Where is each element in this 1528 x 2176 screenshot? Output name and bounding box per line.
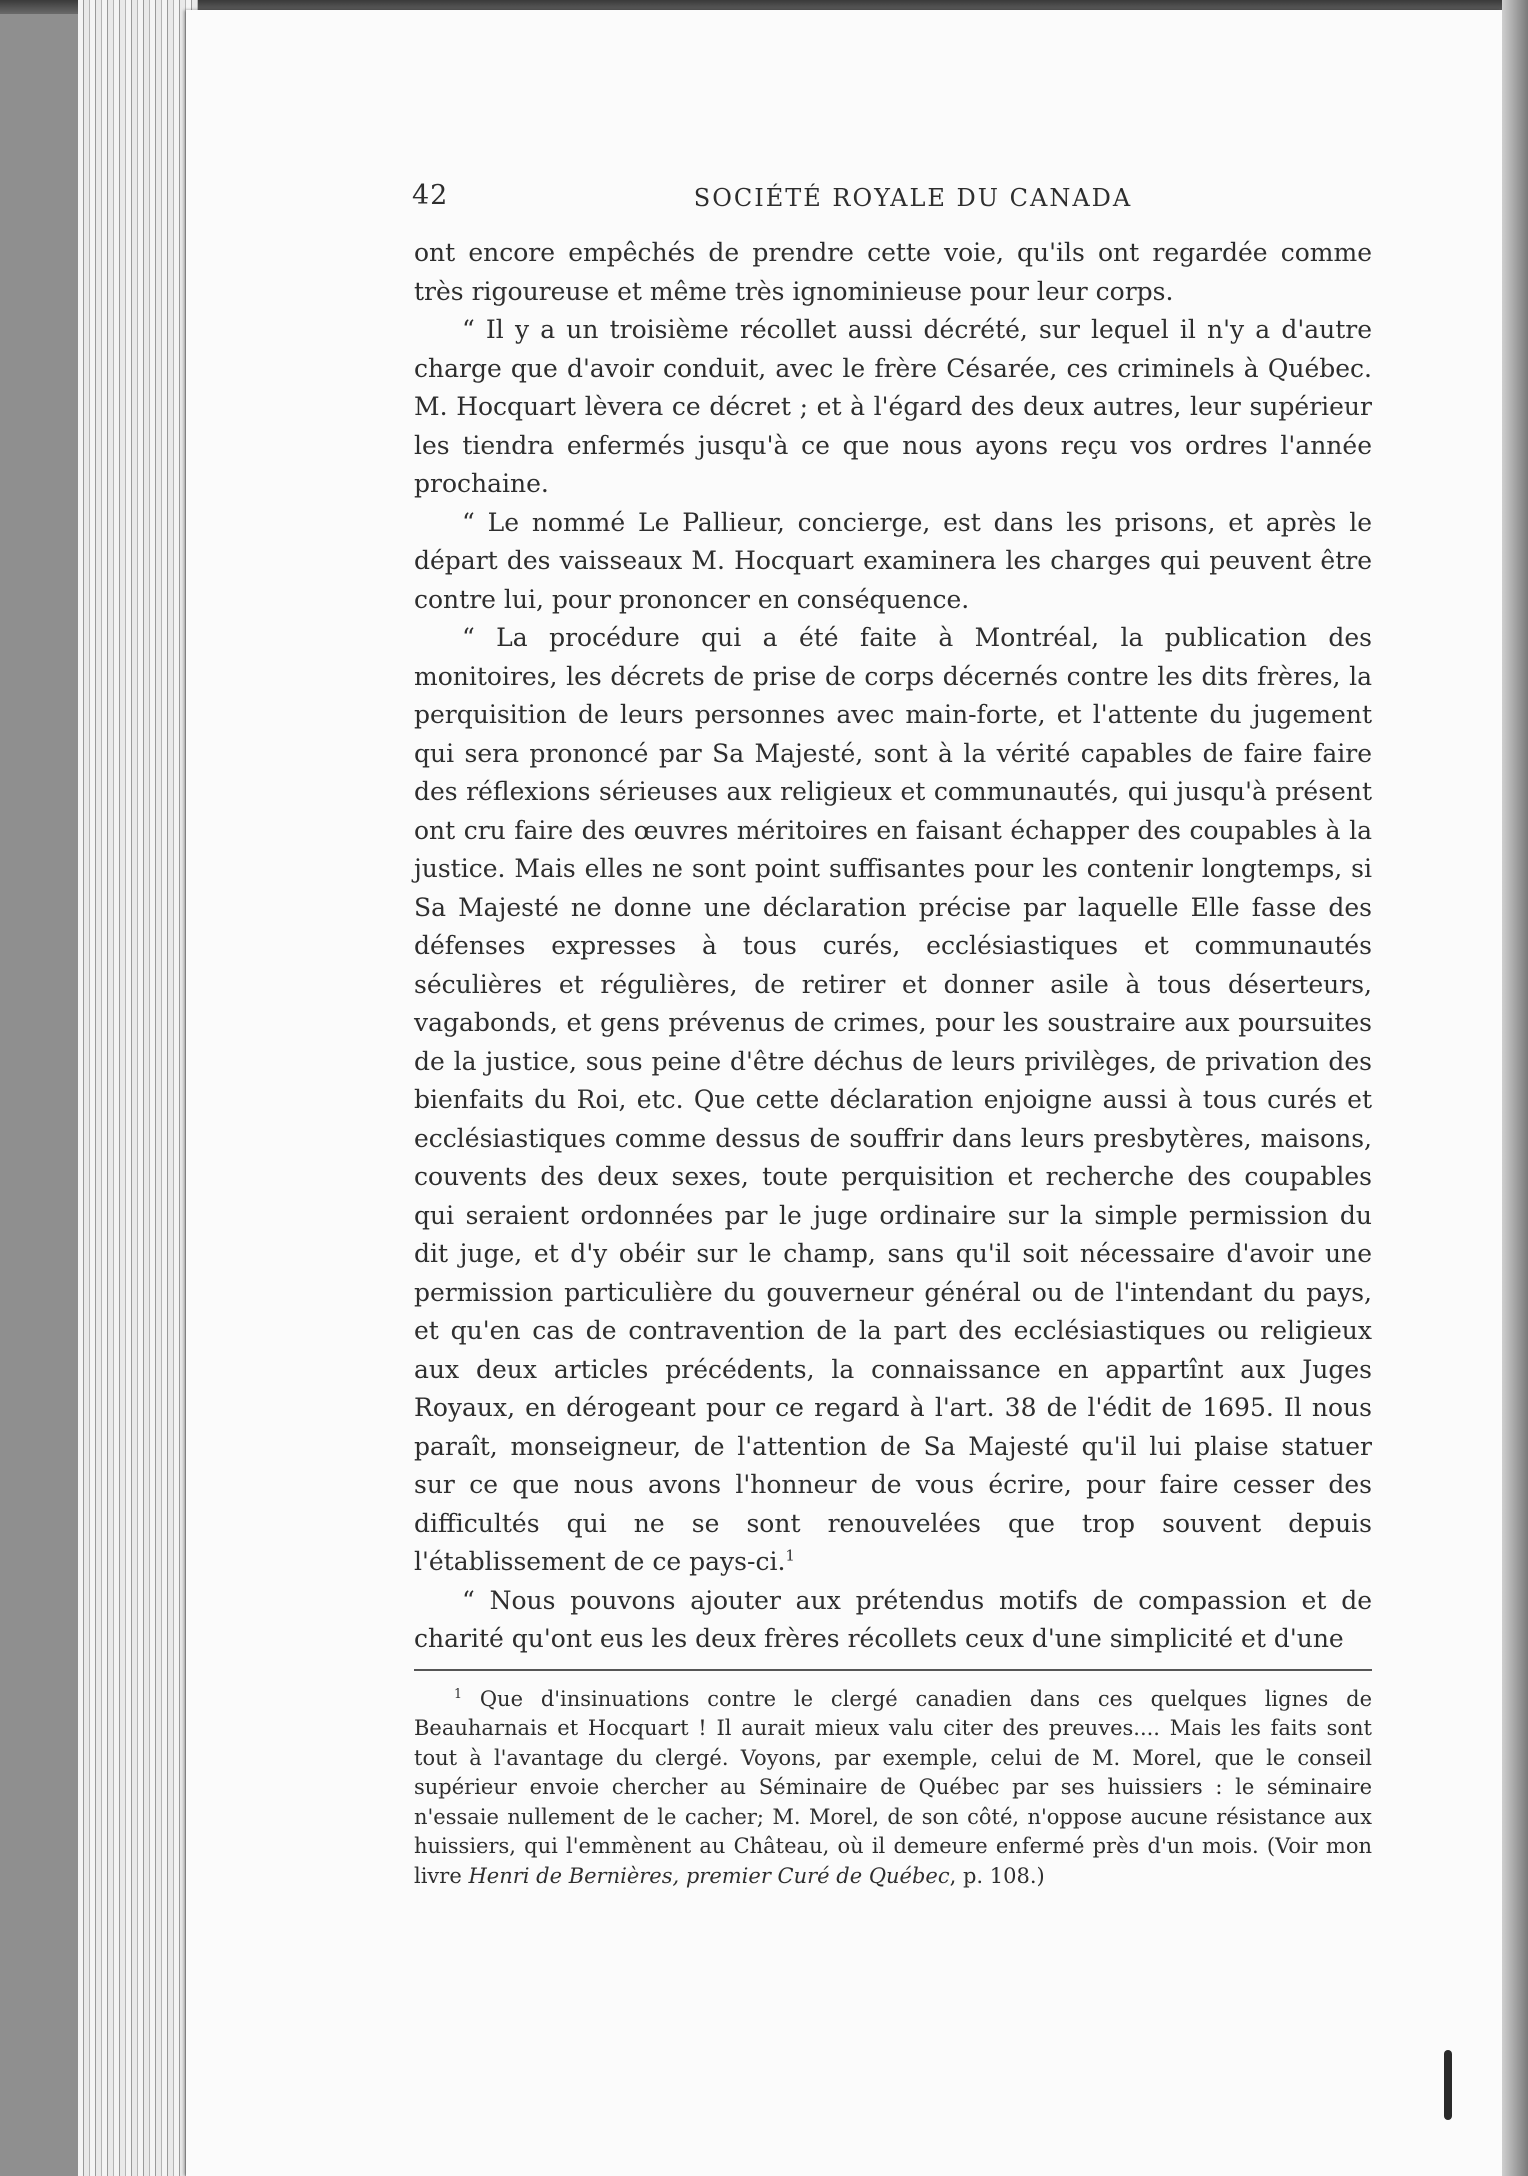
running-head: SOCIÉTÉ ROYALE DU CANADA [693,184,1133,212]
footnote-divider [414,1669,1372,1671]
footnote-text: Que d'insinuations contre le clergé canadien dans ces quelques lignes de Beauharnais et Hocquart ! Il aurait mieux valu citer des preuves.... Mais les faits sont tout à l'avantage du clergé. Voyons, par exemple, celui de M. Morel, que le conseil supérieur envoie chercher au Séminaire de Québec par ses huissiers : le séminaire n'essaie nullement de le cacher; M. Morel, de son côté, n'oppose aucune résistance aux huissiers, qui l'emmènent au Château, où il demeure enfermé près d'un mois. (Voir mon livre [414,1686,1372,1888]
page-number: 42 [412,180,449,211]
footnote-marker: 1 [454,1685,463,1701]
paragraph-4-text: “ La procédure qui a été faite à Montréal, la publication des monitoires, les décrets de prise de corps décernés contre les dits frères, la perquisition de leurs personnes avec main-forte, et l'attente du jugement qui sera prononcé par Sa Majesté, sont à la vérité capables de faire faire des réflexions sérieuses aux religieux et communautés, qui jusqu'à présent ont cru faire des œuvres méritoires en faisant échapper des coupables à la justice. Mais elles ne sont point suffisantes pour les contenir longtemps, si Sa Majesté ne donne une déclaration précise par laquelle Elle fasse des défenses expresses à tous curés, ecclésiastiques et communautés séculières et régulières, de retirer et donner asile à tous déserteurs, vagabonds, et gens prévenus de crimes, pour les soustraire aux poursuites de la justice, sous peine d'être déchus de leurs privilèges, de privation des bienfaits du Roi, etc. Que cette déclaration enjoigne aussi à tous curés et ecclésiastiques comme dessus de souffrir dans leurs presbytères, maisons, couvents des deux sexes, toute perquisition et recherche des coupables qui seraient ordonnées par le juge ordinaire sur la simple permission du dit juge, et d'y obéir sur le champ, sans qu'il soit nécessaire d'avoir une permission particulière du gouverneur général ou de l'intendant du pays, et qu'en cas de contravention de la part des ecclésiastiques ou religieux aux deux articles précédents, la connaissance en appartînt aux Juges Royaux, en dérogeant pour ce regard à l'art. 38 de l'édit de 1695. Il nous paraît, monseigneur, de l'attention de Sa Majesté qu'il lui plaise statuer sur ce que nous avons l'honneur de vous écrire, pour faire cesser des difficultés qui ne se sont renouvelées que trop souvent depuis l'établissement de ce pays-ci. [414,623,1372,1576]
body-text [414,234,1372,1659]
paragraph-4 [414,619,1372,1582]
page-content [414,180,1372,1891]
footnote [414,1685,1372,1892]
footnote-reference: 1 [785,1546,795,1565]
paragraph-1: ont encore empêchés de prendre cette voie, qu'ils ont regardée comme très rigoureuse et même très ignominieuse pour leur corps. [414,238,1372,306]
footnote-book-title: Henri de Bernières, premier Curé de Québec [468,1863,950,1888]
paragraph-5: “ Nous pouvons ajouter aux prétendus motifs de compassion et de charité qu'ont eus les deux frères récollets ceux d'une simplicité et d'une [414,1585,1372,1653]
page-header [414,180,1372,234]
footnote-text-end: , p. 108.) [949,1863,1045,1888]
stacked-page-edges [78,0,198,2176]
paragraph-2: “ Il y a un troisième récollet aussi décrété, sur lequel il n'y a d'autre charge que d'avoir conduit, avec le frère Césarée, ces criminels à Québec. M. Hocquart lèvera ce décret ; et à l'égard des deux autres, leur supérieur les tiendra enfermés jusqu'à ce que nous ayons reçu vos ordres l'année prochaine. [414,315,1372,498]
paragraph-3: “ Le nommé Le Pallieur, concierge, est dans les prisons, et après le départ des vaisseaux M. Hocquart examinera les charges qui peuvent être contre lui, pour prononcer en conséquence. [414,507,1372,614]
binding-mark [1444,2050,1452,2120]
scan-right-edge [1502,0,1528,2176]
